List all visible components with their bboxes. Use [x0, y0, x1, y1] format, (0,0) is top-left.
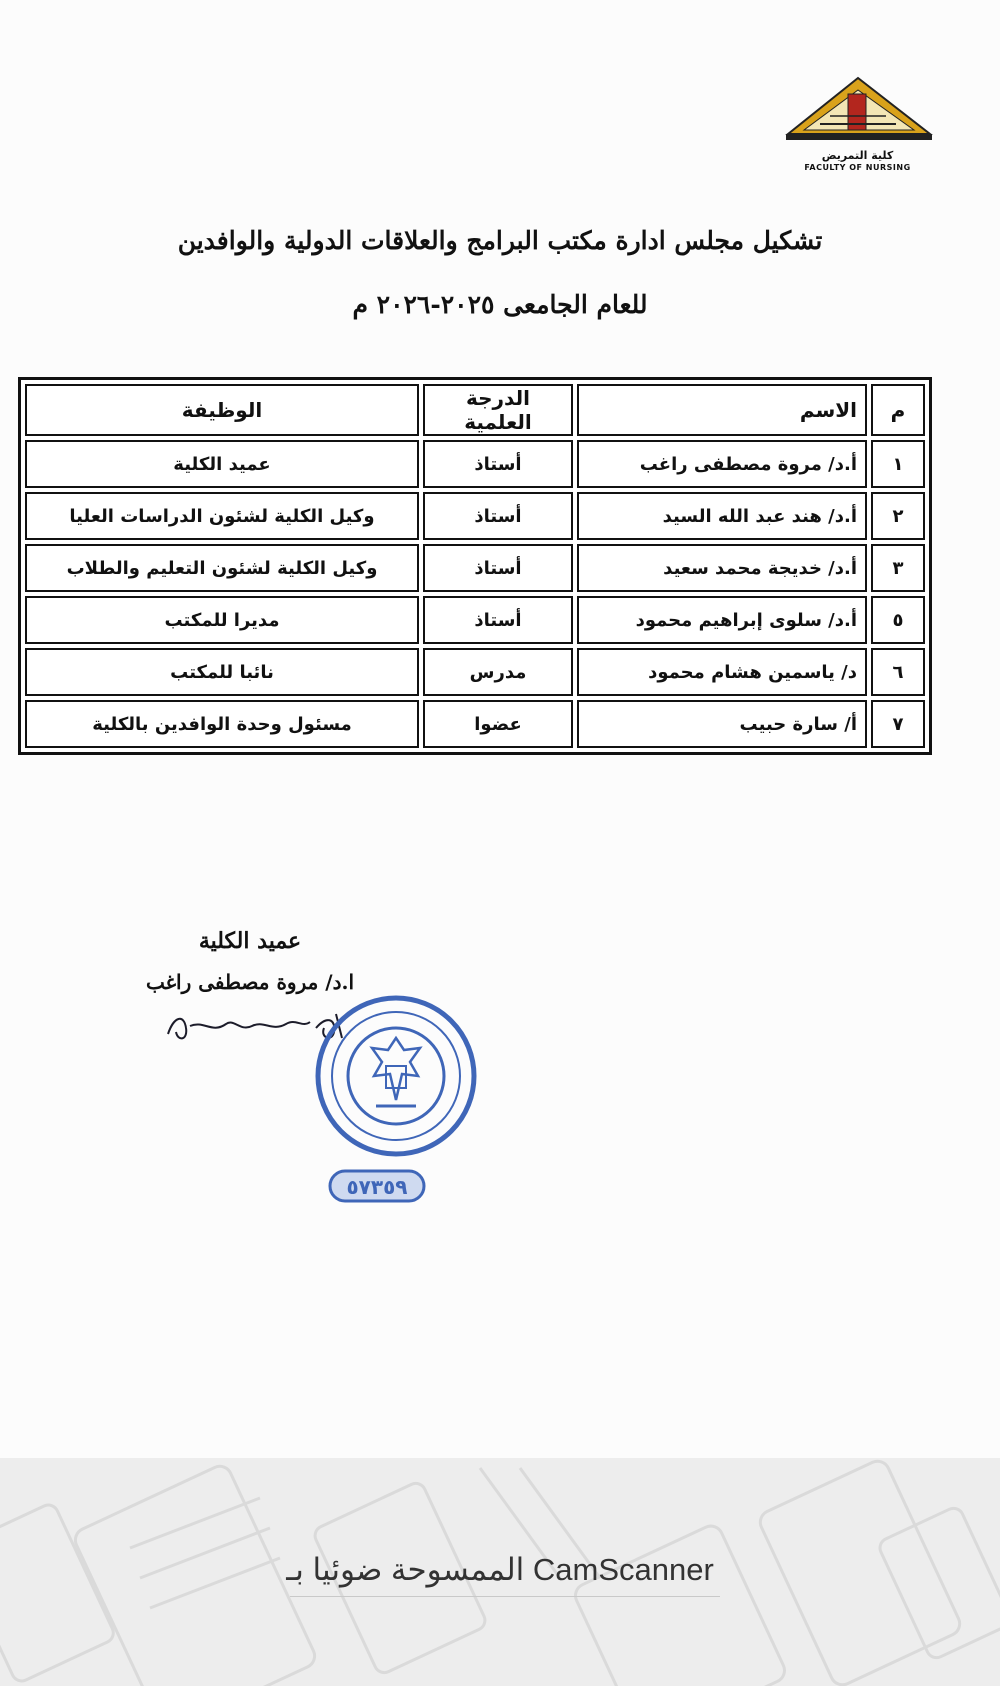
row-degree: أستاذ [423, 492, 573, 540]
seal-serial-badge [328, 1168, 426, 1204]
row-num: ٦ [871, 648, 925, 696]
row-job: عميد الكلية [25, 440, 419, 488]
row-num: ٥ [871, 596, 925, 644]
row-degree: عضوا [423, 700, 573, 748]
row-job: مسئول وحدة الوافدين بالكلية [25, 700, 419, 748]
row-num: ٣ [871, 544, 925, 592]
row-job: وكيل الكلية لشئون الدراسات العليا [25, 492, 419, 540]
row-name: أ.د/ خديجة محمد سعيد [577, 544, 867, 592]
table-row [25, 700, 925, 748]
row-degree: مدرس [423, 648, 573, 696]
logo-arabic-text: كلية التمريض [821, 149, 894, 162]
logo-english-text: FACULTY OF NURSING [804, 163, 911, 172]
signatory-title: عميد الكلية [198, 928, 302, 954]
row-job: وكيل الكلية لشئون التعليم والطلاب [25, 544, 419, 592]
row-name: أ.د/ سلوى إبراهيم محمود [577, 596, 867, 644]
table-row [25, 440, 925, 488]
row-degree: أستاذ [423, 440, 573, 488]
camscanner-label: الممسوحة ضوئيا بـ CamScanner [286, 1552, 714, 1587]
signatory-name: ا.د/ مروة مصطفى راغب [145, 970, 355, 994]
document-title: تشكيل مجلس ادارة مكتب البرامج والعلاقات الدولية والوافدين [177, 226, 823, 255]
row-job: نائبا للمكتب [25, 648, 419, 696]
row-name: أ.د/ هند عبد الله السيد [577, 492, 867, 540]
members-table [18, 377, 932, 755]
row-num: ٢ [871, 492, 925, 540]
faculty-seal-icon [312, 992, 480, 1160]
header-num: م [871, 384, 925, 436]
table-row [25, 492, 925, 540]
header-degree: الدرجة العلمية [423, 384, 573, 436]
header-job: الوظيفة [25, 384, 419, 436]
serial-number: ٥٧٣٥٩ [346, 1175, 408, 1199]
table-row [25, 544, 925, 592]
footer-underline [290, 1596, 720, 1597]
row-degree: أستاذ [423, 596, 573, 644]
row-job: مديرا للمكتب [25, 596, 419, 644]
academic-year: للعام الجامعى ٢٠٢٥-٢٠٢٦ م [352, 290, 648, 319]
row-name: أ/ سارة حبيب [577, 700, 867, 748]
logo-caption [780, 150, 935, 174]
table-row [25, 648, 925, 696]
row-num: ١ [871, 440, 925, 488]
row-name: أ.د/ مروة مصطفى راغب [577, 440, 867, 488]
header-name: الاسم [577, 384, 867, 436]
row-num: ٧ [871, 700, 925, 748]
row-degree: أستاذ [423, 544, 573, 592]
table-row [25, 596, 925, 644]
table-header-row [25, 384, 925, 436]
row-name: د/ ياسمين هشام محمود [577, 648, 867, 696]
